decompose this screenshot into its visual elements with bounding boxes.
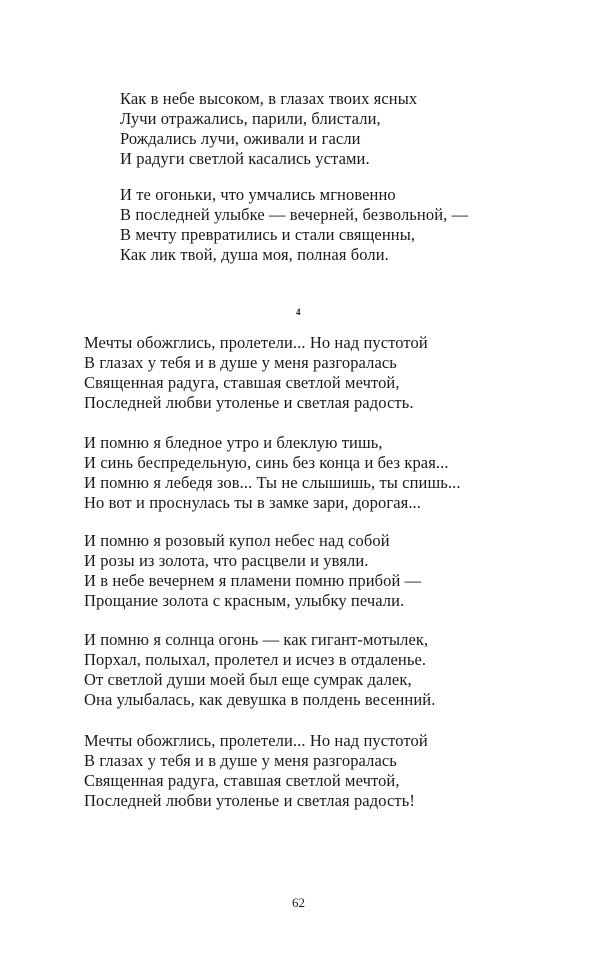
stanza-4 bbox=[84, 433, 461, 513]
section-number: 4 bbox=[296, 307, 301, 317]
verse-line: И те огоньки, что умчались мгновенно bbox=[120, 185, 396, 204]
verse-line: Но вот и проснулась ты в замке зари, дорогая... bbox=[84, 493, 421, 512]
verse-line: Мечты обожглись, пролетели... Но над пустотой bbox=[84, 731, 428, 750]
verse-line: Последней любви утоленье и светлая радость! bbox=[84, 791, 415, 810]
verse-line: Рождались лучи, оживали и гасли bbox=[120, 129, 361, 148]
verse-line: Лучи отражались, парили, блистали, bbox=[120, 109, 381, 128]
verse-line: И помню я лебедя зов... Ты не слышишь, ты спишь... bbox=[84, 473, 461, 492]
verse-line: Священная радуга, ставшая светлой мечтой, bbox=[84, 771, 400, 790]
verse-line: От светлой души моей был еще сумрак далек, bbox=[84, 670, 412, 689]
verse-line: Как лик твой, душа моя, полная боли. bbox=[120, 245, 389, 264]
stanza-2 bbox=[120, 185, 468, 265]
verse-line: Священная радуга, ставшая светлой мечтой, bbox=[84, 373, 400, 392]
verse-line: В последней улыбке — вечерней, безвольной, — bbox=[120, 205, 469, 224]
verse-line: И помню я розовый купол небес над собой bbox=[84, 531, 390, 550]
verse-line: В глазах у тебя и в душе у меня разгоралась bbox=[84, 751, 397, 770]
verse-line: И синь беспредельную, синь без конца и без края... bbox=[84, 453, 449, 472]
verse-line: В глазах у тебя и в душе у меня разгоралась bbox=[84, 353, 397, 372]
verse-line: И помню я бледное утро и блеклую тишь, bbox=[84, 433, 383, 452]
verse-line: Она улыбалась, как девушка в полдень весенний. bbox=[84, 690, 436, 709]
stanza-3 bbox=[84, 333, 428, 413]
verse-line: Прощание золота с красным, улыбку печали. bbox=[84, 591, 405, 610]
verse-line: В мечту превратились и стали священны, bbox=[120, 225, 416, 244]
verse-line: Последней любви утоленье и светлая радость. bbox=[84, 393, 414, 412]
verse-line: И радуги светлой касались устами. bbox=[120, 149, 370, 168]
stanza-7 bbox=[84, 731, 428, 811]
verse-line: Как в небе высоком, в глазах твоих ясных bbox=[120, 89, 418, 108]
stanza-6 bbox=[84, 630, 435, 710]
stanza-5 bbox=[84, 531, 421, 611]
verse-line: И розы из золота, что расцвели и увяли. bbox=[84, 551, 369, 570]
stanza-1 bbox=[120, 89, 417, 169]
verse-line: Порхал, полыхал, пролетел и исчез в отдаленье. bbox=[84, 650, 427, 669]
verse-line: Мечты обожглись, пролетели... Но над пустотой bbox=[84, 333, 428, 352]
page-number: 62 bbox=[292, 895, 305, 910]
verse-line: И помню я солнца огонь — как гигант-мотылек, bbox=[84, 630, 429, 649]
verse-line: И в небе вечернем я пламени помню прибой — bbox=[84, 571, 422, 590]
